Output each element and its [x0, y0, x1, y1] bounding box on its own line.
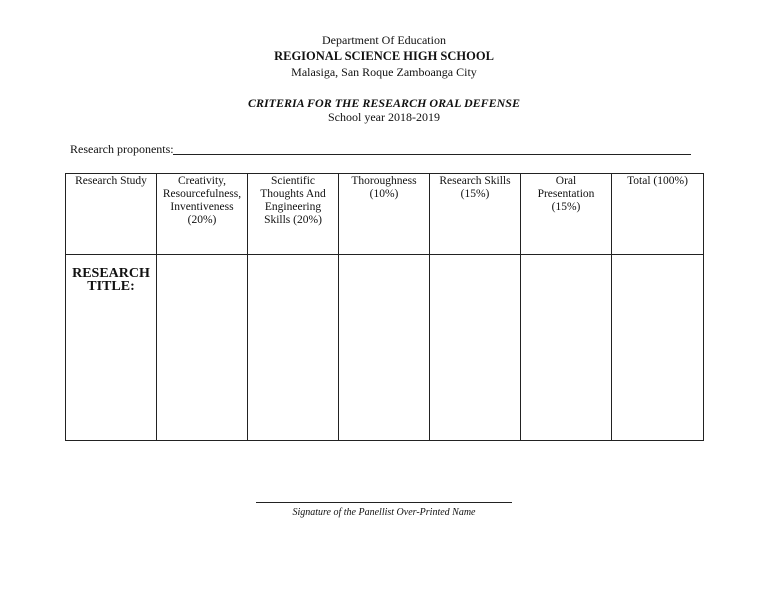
header-line: Creativity, [177, 175, 227, 187]
research-title-cell [66, 255, 157, 441]
header-line: (10%) [369, 188, 399, 200]
school-address: Malasiga, San Roque Zamboanga City [291, 65, 477, 79]
table-header-row [66, 174, 704, 255]
header-line: (15%) [551, 201, 581, 213]
header-line: Thoroughness [351, 175, 417, 187]
score-cell-scientific[interactable] [248, 255, 339, 441]
header-line: (15%) [460, 188, 490, 200]
proponents-field[interactable] [173, 154, 691, 155]
header-line: Presentation [537, 188, 595, 200]
header-line: Inventiveness [170, 201, 234, 213]
header-line: Skills (20%) [264, 214, 322, 226]
header-line: Resourcefulness, [162, 188, 242, 200]
department-name: Department Of Education [322, 33, 446, 47]
table-row [66, 255, 704, 441]
header-scientific-thoughts [248, 174, 339, 255]
signature-line[interactable] [256, 502, 512, 503]
header-research-skills [430, 174, 521, 255]
header-line: Engineering [264, 201, 322, 213]
header-line: Total (100%) [627, 175, 688, 187]
header-oral-presentation [521, 174, 612, 255]
header-line: Research Study [75, 175, 147, 187]
header-line: Scientific [270, 175, 316, 187]
score-cell-total[interactable] [612, 255, 704, 441]
score-cell-creativity[interactable] [157, 255, 248, 441]
score-cell-research-skills[interactable] [430, 255, 521, 441]
header-creativity [157, 174, 248, 255]
header-line: Research Skills [439, 175, 511, 187]
header-line: Thoughts And [260, 188, 326, 200]
header-line: Oral [555, 175, 577, 187]
header-line: (20%) [187, 214, 217, 226]
header-total [612, 174, 704, 255]
header-research-study [66, 174, 157, 255]
score-cell-oral-presentation[interactable] [521, 255, 612, 441]
school-name: REGIONAL SCIENCE HIGH SCHOOL [274, 49, 494, 63]
header-thoroughness [339, 174, 430, 255]
school-year: School year 2018-2019 [328, 110, 440, 124]
proponents-label: Research proponents: [70, 142, 174, 156]
row-title-line: TITLE: [87, 279, 135, 294]
score-cell-thoroughness[interactable] [339, 255, 430, 441]
criteria-table [65, 173, 704, 441]
row-title-line: RESEARCH [72, 266, 150, 281]
form-title: CRITERIA FOR THE RESEARCH ORAL DEFENSE [248, 96, 520, 110]
signature-label: Signature of the Panellist Over-Printed Name [292, 507, 476, 518]
